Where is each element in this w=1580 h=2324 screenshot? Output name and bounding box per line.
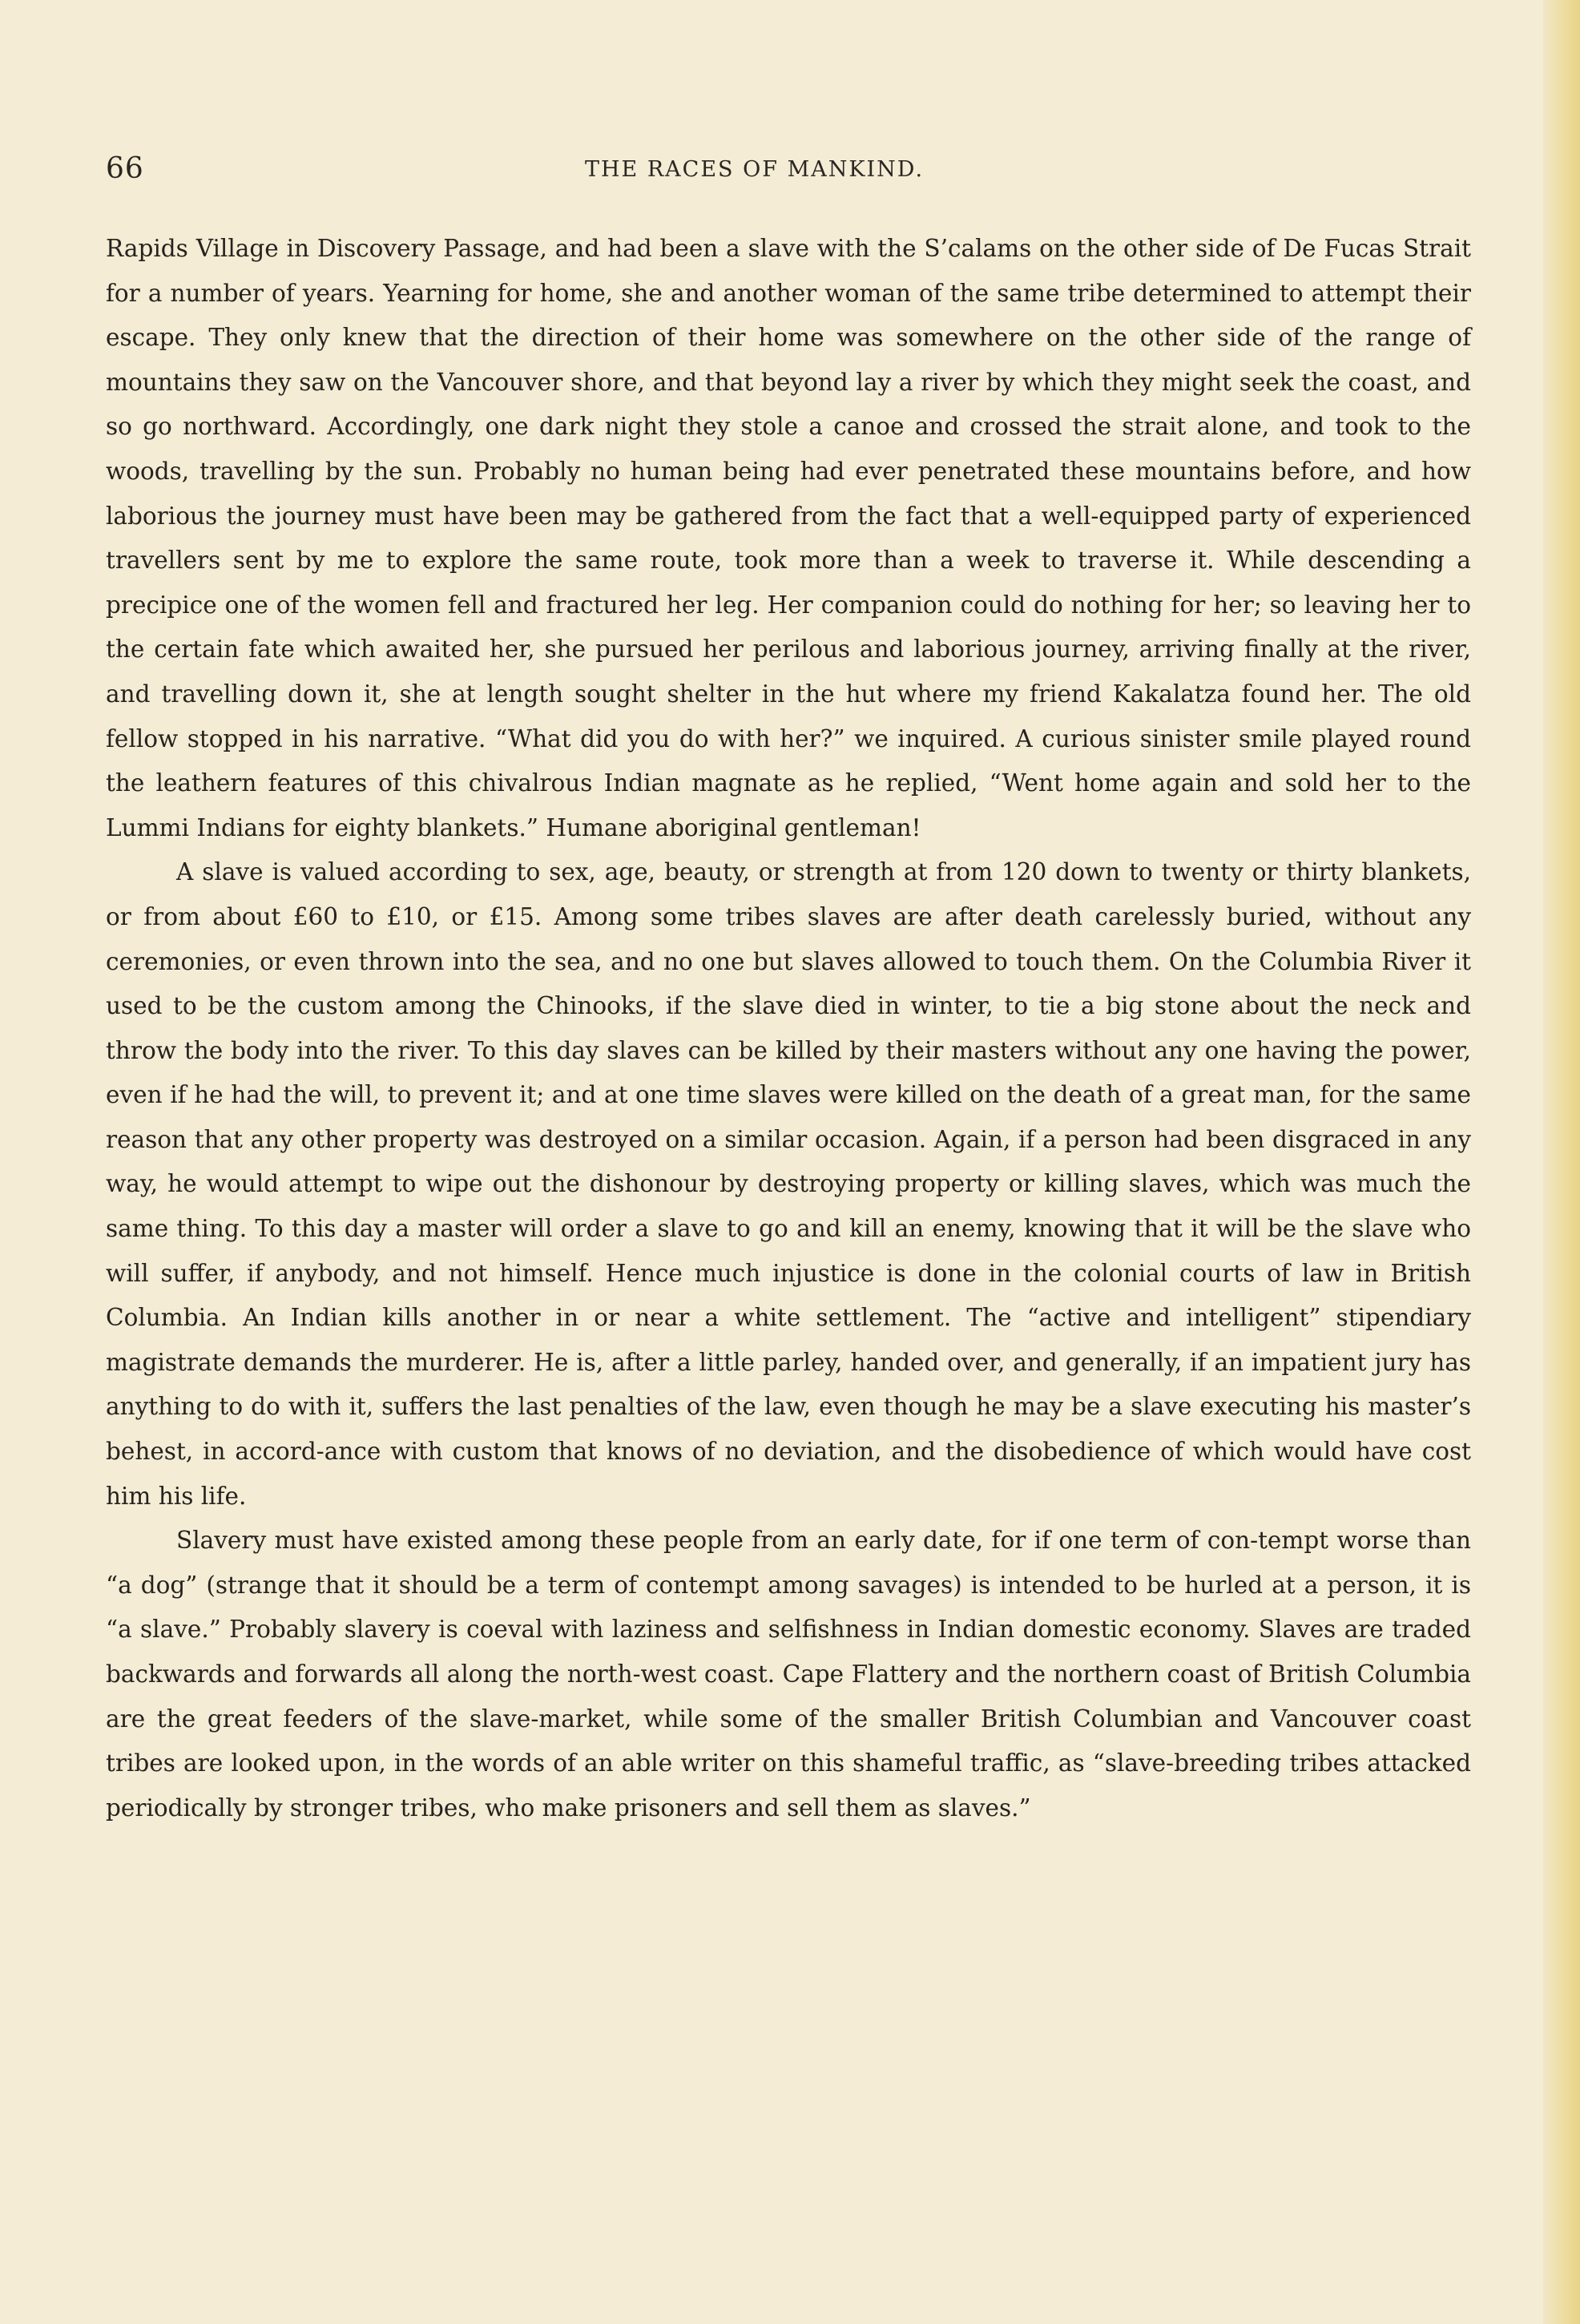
- running-head: THE RACES OF MANKIND.: [585, 157, 925, 182]
- body-text: [106, 227, 1471, 1830]
- page-edge: [1543, 0, 1580, 2324]
- paragraph-2: A slave is valued according to sex, age, beauty, or strength at from 120 down to twenty or thirty blankets, or from about £60 to £10, or £15. Among some tribes slaves are after death carelessly buried, without any ceremonies, or even thrown into the sea, and no one but slaves allowed to touch them. On the Columbia River it used to be the custom among the Chinooks, if the slave died in winter, to tie a big stone about the neck and throw the body into the river. To this day slaves can be killed by their masters without any one having the power, even if he had the will, to prevent it; and at one time slaves were killed on the death of a great man, for the same reason that any other property was destroyed on a similar occasion. Again, if a person had been disgraced in any way, he would attempt to wipe out the dishonour by destroying property or killing slaves, which was much the same thing. To this day a master will order a slave to go and kill an enemy, knowing that it will be the slave who will suffer, if anybody, and not himself. Hence much injustice is done in the colonial courts of law in British Columbia. An Indian kills another in or near a white settlement. The “active and intelligent” stipendiary magistrate demands the murderer. He is, after a little parley, handed over, and generally, if an impatient jury has anything to do with it, suffers the last penalties of the law, even though he may be a slave executing his master’s behest, in accord-ance with custom that knows of no deviation, and the disobedience of which would have cost him his life.: [106, 858, 1471, 1510]
- page-number: 66: [106, 152, 144, 185]
- page-header: [0, 152, 1580, 192]
- paragraph-1: Rapids Village in Discovery Passage, and had been a slave with the S’calams on the other side of De Fucas Strait for a number of years. Yearning for home, she and another woman of the same tribe determined to attempt their escape. They only knew that the direction of their home was somewhere on the other side of the range of mountains they saw on the Vancouver shore, and that beyond lay a river by which they might seek the coast, and so go northward. Accordingly, one dark night they stole a canoe and crossed the strait alone, and took to the woods, travelling by the sun. Probably no human being had ever penetrated these mountains before, and how laborious the journey must have been may be gathered from the fact that a well-equipped party of experienced travellers sent by me to explore the same route, took more than a week to traverse it. While descending a precipice one of the women fell and fractured her leg. Her companion could do nothing for her; so leaving her to the certain fate which awaited her, she pursued her perilous and laborious journey, arriving finally at the river, and travelling down it, she at length sought shelter in the hut where my friend Kakalatza found her. The old fellow stopped in his narrative. “What did you do with her?” we inquired. A curious sinister smile played round the leathern features of this chivalrous Indian magnate as he replied, “Went home again and sold her to the Lummi Indians for eighty blankets.” Humane aboriginal gentleman!: [106, 235, 1471, 841]
- paragraph-3: Slavery must have existed among these people from an early date, for if one term of con-tempt worse than “a dog” (strange that it should be a term of contempt among savages) is intended to be hurled at a person, it is “a slave.” Probably slavery is coeval with laziness and selfishness in Indian domestic economy. Slaves are traded backwards and forwards all along the north-west coast. Cape Flattery and the northern coast of British Columbia are the great feeders of the slave-market, while some of the smaller British Columbian and Vancouver coast tribes are looked upon, in the words of an able writer on this shameful traffic, as “slave-breeding tribes attacked periodically by stronger tribes, who make prisoners and sell them as slaves.”: [106, 1527, 1471, 1822]
